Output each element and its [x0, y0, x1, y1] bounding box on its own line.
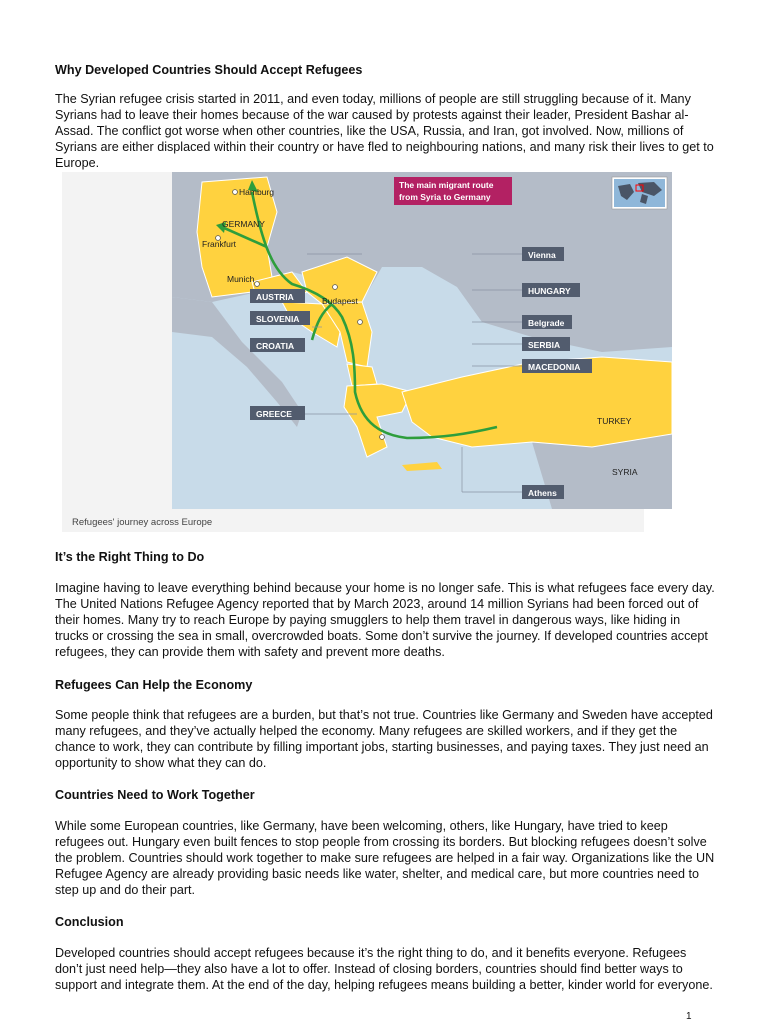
section-body-economy: Some people think that refugees are a burden, but that’s not true. Countries like Germany and Sweden have accepted many refugees, and they’ve actually helped the economy. Many refugees are skilled workers, and if they get the chance to work, they can contribute by filling important jobs, starting businesses, and paying taxes. They just need an opportunity to show what they can do. [55, 708, 713, 770]
map-label-belgrade: Belgrade [528, 318, 565, 328]
figure-caption: Refugees' journey across Europe [72, 517, 213, 528]
map-title-line1: The main migrant route [399, 180, 494, 190]
map-label-hamburg: Hamburg [239, 187, 274, 197]
map-label-vienna: Vienna [528, 250, 556, 260]
map-label-turkey: TURKEY [597, 416, 632, 426]
section-body-right-thing: Imagine having to leave everything behind because your home is no longer safe. This is what refugees face every day. The United Nations Refugee Agency reported that by March 2023, around 14 million Syrians had been forced out of their homes. Many try to reach Europe by paying smugglers to help them travel in dangerous ways, like hiding in trucks or crossing the sea in small, overcrowded boats. Some don’t survive the journey. If developed countries accept refugees, they can provide them with safety and prevent more deaths. [55, 581, 715, 659]
map-label-slovenia: SLOVENIA [256, 314, 300, 324]
city-dot-athens [380, 435, 385, 440]
map-label-croatia: CROATIA [256, 341, 295, 351]
map-title-line2: from Syria to Germany [399, 192, 491, 202]
map-macedonia [347, 364, 377, 386]
section-heading-conclusion: Conclusion [55, 915, 124, 929]
map-label-hungary: HUNGARY [528, 286, 571, 296]
section-heading-work-together: Countries Need to Work Together [55, 788, 255, 802]
section-heading-economy: Refugees Can Help the Economy [55, 678, 253, 692]
map-label-syria: SYRIA [612, 467, 638, 477]
map-label-serbia: SERBIA [528, 340, 561, 350]
page-number: 1 [686, 1011, 692, 1022]
map-label-athens: Athens [528, 488, 557, 498]
map-label-munich: Munich [227, 274, 255, 284]
section-body-conclusion: Developed countries should accept refugees because it’s the right thing to do, and it benefits everyone. Refugees don’t just need help—they also have a lot to offer. Instead of closing borders, countries should find better ways to support and integrate them. At the end of the day, helping refugees means building a better, kinder world for everyone. [55, 946, 713, 992]
document-title: Why Developed Countries Should Accept Refugees [55, 63, 363, 77]
map-label-germany: GERMANY [222, 219, 265, 229]
map-label-austria: AUSTRIA [256, 292, 294, 302]
map-label-greece: GREECE [256, 409, 292, 419]
map-label-macedonia: MACEDONIA [528, 362, 581, 372]
city-dot-belgrade [358, 320, 363, 325]
city-dot-hamburg [233, 190, 238, 195]
map-figure [62, 172, 644, 532]
section-heading-right-thing: It’s the Right Thing to Do [55, 550, 205, 564]
section-body-work-together: While some European countries, like Germany, have been welcoming, others, like Hungary, have tried to keep refugees out. Hungary even built fences to stop people from crossing its borders. But blocking refugees doesn’t solve the problem. Countries should work together to make sure refugees are helped in a fair way. Organizations like the UN Refugee Agency are already providing basic needs like water, shelter, and medical care, but more countries need to step up and do their part. [55, 819, 715, 897]
map-label-budapest: Budapest [322, 296, 358, 306]
migrant-route-map [172, 172, 672, 509]
intro-paragraph: The Syrian refugee crisis started in 2011, and even today, millions of people are still struggling because of it. Many Syrians had to leave their homes because of the war caused by protests against their leader, President Bashar al-Assad. The conflict got worse when other countries, like the USA, Russia, and Iran, got involved. Now, millions of Syrians are either displaced within their country or have fled to neighbouring nations, and many risk their lives to get to Europe. [55, 92, 714, 170]
city-dot-munich [255, 282, 260, 287]
world-inset-map-icon [612, 177, 667, 209]
map-label-frankfurt: Frankfurt [202, 239, 237, 249]
city-dot-budapest [333, 285, 338, 290]
